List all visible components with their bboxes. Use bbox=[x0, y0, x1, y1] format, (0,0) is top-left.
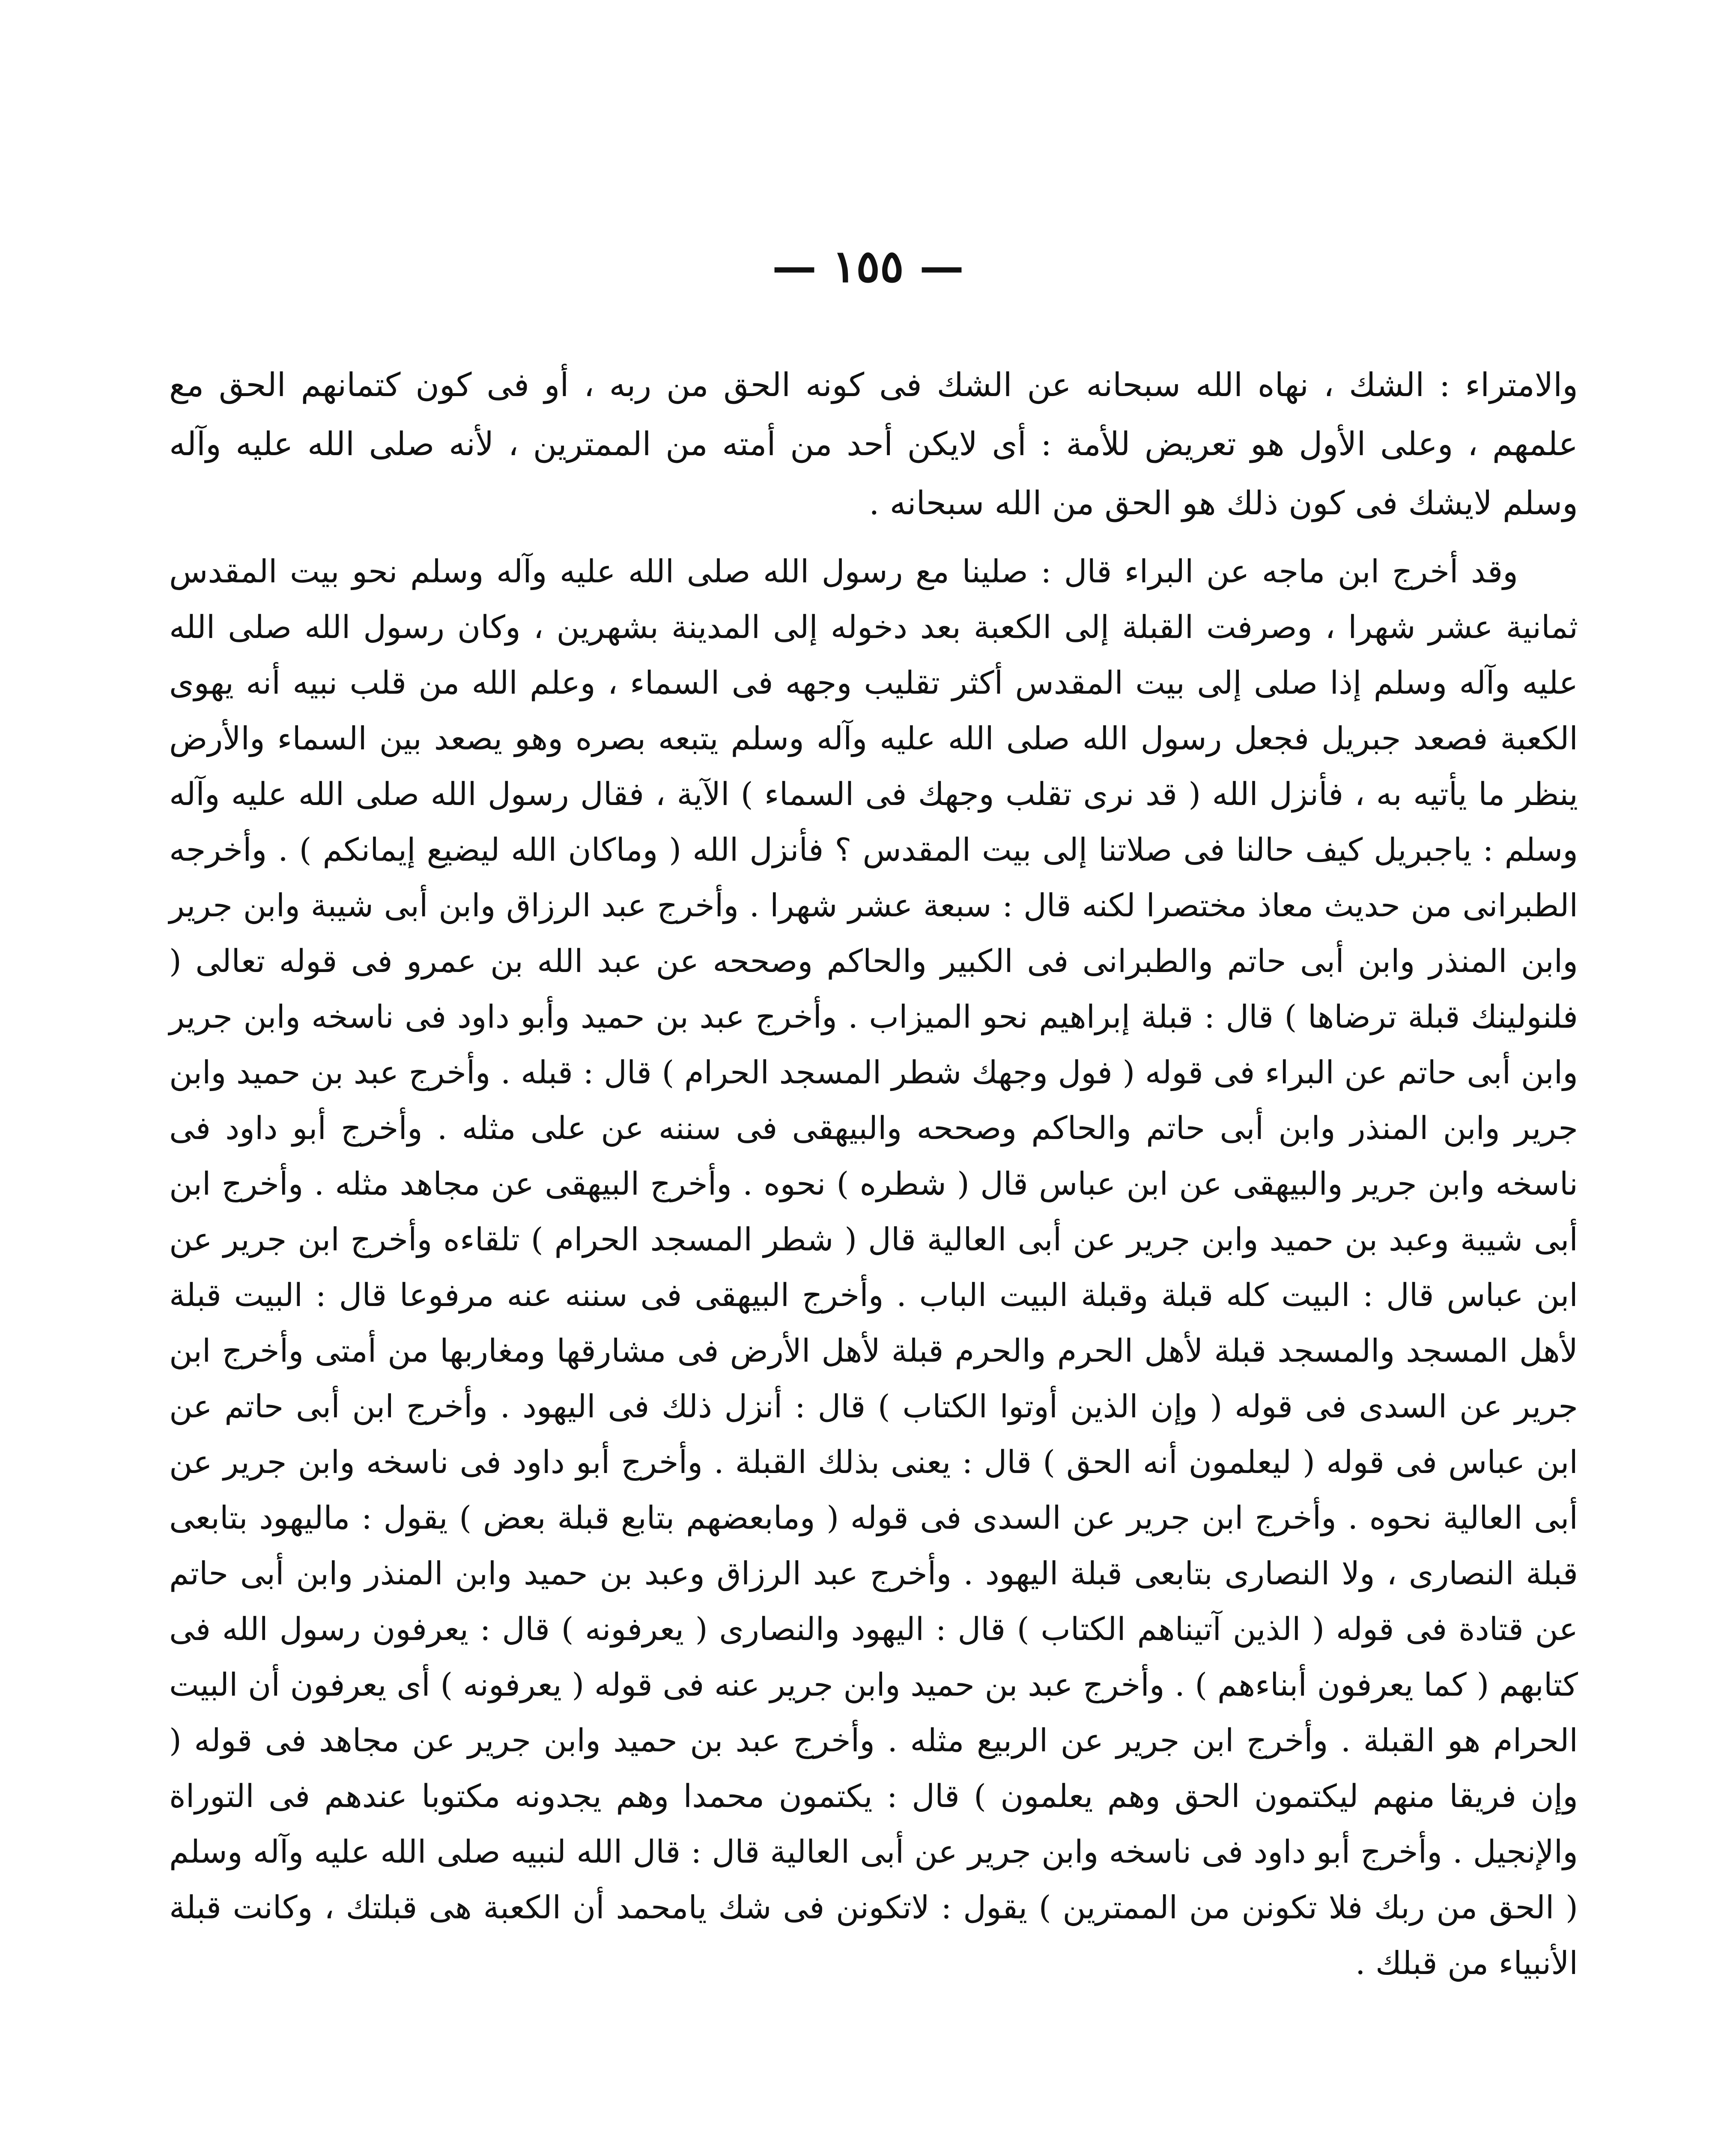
hadith-paragraph: وقد أخرج ابن ماجه عن البراء قال : صلينا مع رسول الله صلى الله عليه وآله وسلم نحو بيت المقدس ثمانية عشر شهرا ، وصرفت القبلة إلى الكعبة بعد دخوله إلى المدينة بشهرين ، وكان رسول الله صلى الله عليه وآله وسلم إذا صلى إلى بيت المقدس أكثر تقليب وجهه فى السماء ، وعلم الله من قلب نبيه أنه يهوى الكعبة فصعد جبريل فجعل رسول الله صلى الله عليه وآله وسلم يتبعه بصره وهو يصعد بين السماء والأرض ينظر ما يأتيه به ، فأنزل الله ( قد نرى تقلب وجهك فى السماء ) الآية ، فقال رسول الله صلى الله عليه وآله وسلم : ياجبريل كيف حالنا فى صلاتنا إلى بيت المقدس ؟ فأنزل الله ( وماكان الله ليضيع إيمانكم ) . وأخرجه الطبرانى من حديث معاذ مختصرا لكنه قال : سبعة عشر شهرا . وأخرج عبد الرزاق وابن أبى شيبة وابن جرير وابن المنذر وابن أبى حاتم والطبرانى فى الكبير والحاكم وصححه عن عبد الله بن عمرو فى قوله تعالى ( فلنولينك قبلة ترضاها ) قال : قبلة إبراهيم نحو الميزاب . وأخرج عبد بن حميد وأبو داود فى ناسخه وابن جرير وابن أبى حاتم عن البراء فى قوله ( فول وجهك شطر المسجد الحرام ) قال : قبله . وأخرج عبد بن حميد وابن جرير وابن المنذر وابن أبى حاتم والحاكم وصححه والبيهقى فى سننه عن على مثله . وأخرج أبو داود فى ناسخه وابن جرير والبيهقى عن ابن عباس قال ( شطره ) نحوه . وأخرج البيهقى عن مجاهد مثله . وأخرج ابن أبى شيبة وعبد بن حميد وابن جرير عن أبى العالية قال ( شطر المسجد الحرام ) تلقاءه وأخرج ابن جرير عن ابن عباس قال : البيت كله قبلة وقبلة البيت الباب . وأخرج البيهقى فى سننه عنه مرفوعا قال : البيت قبلة لأهل المسجد والمسجد قبلة لأهل الحرم والحرم قبلة لأهل الأرض فى مشارقها ومغاربها من أمتى وأخرج ابن جرير عن السدى فى قوله ( وإن الذين أوتوا الكتاب ) قال : أنزل ذلك فى اليهود . وأخرج ابن أبى حاتم عن ابن عباس فى قوله ( ليعلمون أنه الحق ) قال : يعنى بذلك القبلة . وأخرج أبو داود فى ناسخه وابن جرير عن أبى العالية نحوه . وأخرج ابن جرير عن السدى فى قوله ( ومابعضهم بتابع قبلة بعض ) يقول : ماليهود بتابعى قبلة النصارى ، ولا النصارى بتابعى قبلة اليهود . وأخرج عبد الرزاق وعبد بن حميد وابن المنذر وابن أبى حاتم عن قتادة فى قوله ( الذين آتيناهم الكتاب ) قال : اليهود والنصارى ( يعرفونه ) قال : يعرفون رسول الله فى كتابهم ( كما يعرفون أبناءهم ) . وأخرج عبد بن حميد وابن جرير عنه فى قوله ( يعرفونه ) أى يعرفون أن البيت الحرام هو القبلة . وأخرج ابن جرير عن الربيع مثله . وأخرج عبد بن حميد وابن جرير عن مجاهد فى قوله ( وإن فريقا منهم ليكتمون الحق وهم يعلمون ) قال : يكتمون محمدا وهم يجدونه مكتوبا عندهم فى التوراة والإنجيل . وأخرج أبو داود فى ناسخه وابن جرير عن أبى العالية قال : قال الله لنبيه صلى الله عليه وآله وسلم ( الحق من ربك فلا تكونن من الممترين ) يقول : لاتكونن فى شك يامحمد أن الكعبة هى قبلتك ، وكانت قبلة الأنبياء من قبلك . bbox=[169, 553, 1578, 1982]
commentary-body bbox=[169, 544, 1578, 1991]
page-number: — ١٥٥ — bbox=[772, 240, 964, 292]
intro-paragraph: والامتراء : الشك ، نهاه الله سبحانه عن الشك فى كونه الحق من ربه ، أو فى كون كتمانهم الحق مع علمهم ، وعلى الأول هو تعريض للأمة : أى لايكن أحد من أمته من الممترين ، لأنه صلى الله عليه وآله وسلم لايشك فى كون ذلك هو الحق من الله سبحانه . bbox=[169, 366, 1578, 522]
commentary-intro bbox=[169, 355, 1578, 533]
